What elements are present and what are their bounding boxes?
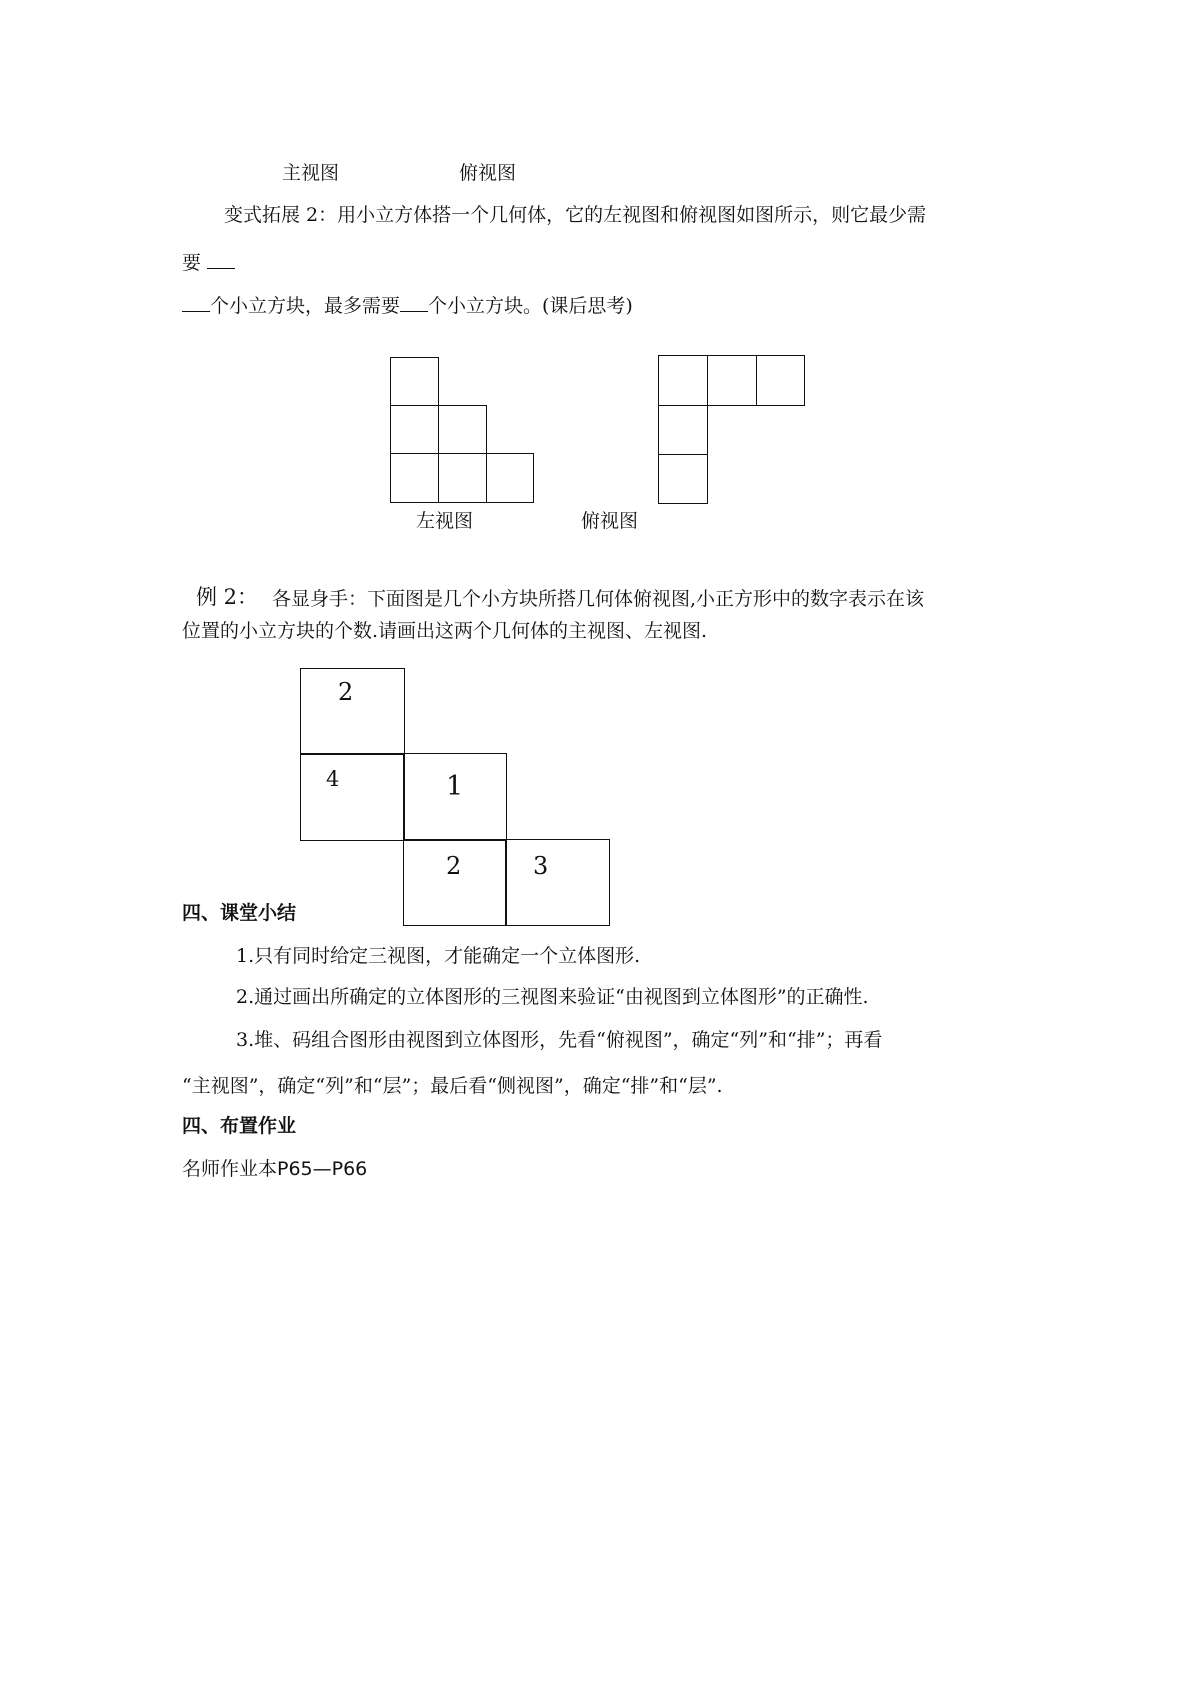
homework-text: 名师作业本P65—P66 (182, 1158, 368, 1180)
grid-number-top: 2 (338, 678, 354, 706)
summary-item-3-line1: 3.堆、码组合图形由视图到立体图形，先看“俯视图”，确定“列”和“排”；再看 (236, 1029, 883, 1051)
grid-number-mid-left: 4 (326, 767, 340, 791)
blank-min[interactable] (207, 250, 235, 269)
variant2-line2-prefix: 要 (182, 252, 202, 274)
grid-number-bottom-right: 3 (533, 852, 549, 880)
left-view-cell (390, 405, 439, 454)
left-view-cell (390, 357, 439, 406)
top-view-cell (658, 454, 708, 504)
variant2-line1: 变式拓展 2：用小立方体搭一个几何体，它的左视图和俯视图如图所示，则它最少需 (224, 204, 927, 226)
summary-item-3-line2: “主视图”，确定“列”和“层”；最后看“侧视图”，确定“排”和“层”. (182, 1075, 723, 1097)
variant2-line3-part1: 个小立方块，最多需要 (210, 295, 401, 317)
top-view-cell (658, 355, 708, 406)
caption-left-view: 左视图 (416, 510, 474, 532)
caption-top-view: 俯视图 (459, 162, 517, 184)
summary-item-1: 1.只有同时给定三视图，才能确定一个立体图形. (236, 945, 641, 967)
variant2-line2 (182, 250, 235, 276)
left-view-cell (486, 453, 534, 503)
left-view-cell (390, 453, 439, 503)
grid-cell-mid-left (300, 753, 405, 841)
blank-max[interactable] (400, 293, 428, 312)
left-view-cell (438, 453, 487, 503)
example2-label: 例 2： (196, 585, 259, 609)
top-view-cell (756, 355, 805, 406)
grid-number-mid-right: 1 (446, 771, 464, 802)
top-view-cell (658, 405, 708, 455)
variant2-line3-part2: 个小立方块。(课后思考) (428, 295, 633, 317)
summary-item-2: 2.通过画出所确定的立体图形的三视图来验证“由视图到立体图形”的正确性. (236, 986, 869, 1008)
variant2-line3 (182, 293, 633, 319)
caption-top-view-figure: 俯视图 (581, 510, 639, 532)
grid-number-bottom-left: 2 (446, 852, 462, 880)
left-view-cell (438, 405, 487, 454)
blank-min-cont[interactable] (182, 293, 210, 312)
grid-cell-bottom-right (505, 839, 610, 926)
summary-heading: 四、课堂小结 (182, 902, 297, 924)
caption-front-view: 主视图 (282, 162, 340, 184)
example2-line2: 位置的小立方块的个数.请画出这两个几何体的主视图、左视图. (182, 620, 708, 642)
example2-line1: 各显身手：下面图是几个小方块所搭几何体俯视图,小正方形中的数字表示在该 (272, 588, 925, 610)
top-view-cell (707, 355, 757, 406)
homework-heading: 四、布置作业 (182, 1115, 297, 1137)
